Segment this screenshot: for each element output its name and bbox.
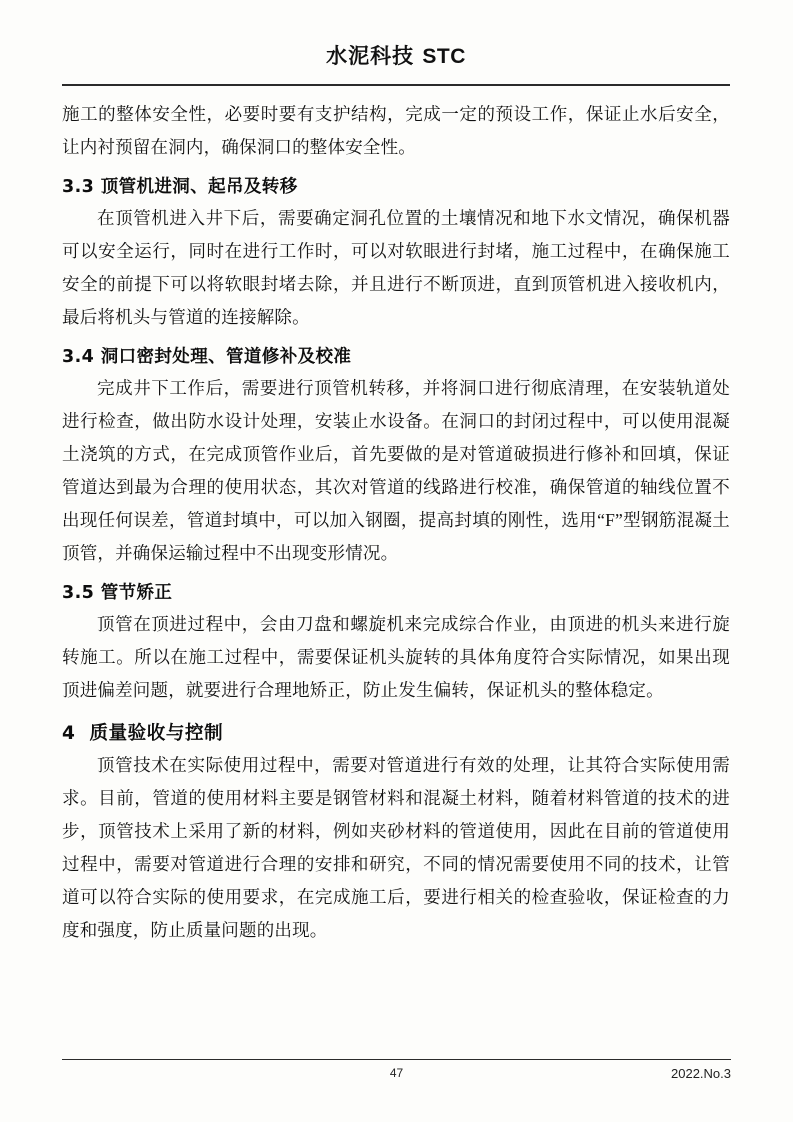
issue-info: 2022.No.3 — [671, 1066, 731, 1081]
page-number: 47 — [389, 1066, 404, 1080]
section-4-number: 4 — [62, 723, 76, 744]
section-heading-3-3: 3.3 顶管机进洞、起吊及转移 — [62, 177, 298, 197]
journal-header — [62, 40, 730, 74]
footer-row — [62, 1066, 731, 1086]
section-heading-3-4: 3.4 洞口密封处理、管道修补及校准 — [62, 347, 352, 367]
section-heading-4 — [62, 719, 730, 745]
section-3-5-paragraph: 顶管在顶进过程中，会由刀盘和螺旋机来完成综合作业，由顶进的机头来进行旋转施工。所以在施工过程中，需要保证机头旋转的具体角度符合实际情况，如果出现顶进偏差问题，就要进行合理地矫正，防止发生偏转，保证机头的整体稳定。 — [62, 614, 730, 700]
page-content — [62, 40, 730, 949]
page-footer — [62, 1059, 731, 1086]
journal-title-cn: 水泥科技 — [326, 43, 415, 68]
section-heading-3-5: 3.5 管节矫正 — [62, 583, 173, 603]
section-4-paragraph: 顶管技术在实际使用过程中，需要对管道进行有效的处理，让其符合实际使用需求。目前，管道的使用材料主要是钢管材料和混凝土材料，随着材料管道的技术的进步，顶管技术上采用了新的材料，例如夹砂材料的管道使用，因此在目前的管道使用过程中，需要对管道进行合理的安排和研究，不同的情况需要使用不同的技术，让管道可以符合实际的使用要求，在完成施工后，要进行相关的检查验收，保证检查的力度和强度，防止质量问题的出现。 — [62, 755, 730, 940]
journal-title-abbr: STC — [422, 45, 466, 68]
section-3-3-paragraph: 在顶管机进入井下后，需要确定洞孔位置的土壤情况和地下水文情况，确保机器可以安全运行，同时在进行工作时，可以对软眼进行封堵，施工过程中，在确保施工安全的前提下可以将软眼封堵去除，并且进行不断顶进，直到顶管机进入接收机内，最后将机头与管道的连接解除。 — [62, 208, 730, 327]
section-4-title: 质量验收与控制 — [89, 723, 224, 744]
paragraph-continued: 施工的整体安全性，必要时要有支护结构，完成一定的预设工作，保证止水后安全，让内衬预留在洞内，确保洞口的整体安全性。 — [62, 104, 730, 157]
section-3-4-paragraph: 完成井下工作后，需要进行顶管机转移，并将洞口进行彻底清理，在安装轨道处进行检查，做出防水设计处理，安装止水设备。在洞口的封闭过程中，可以使用混凝土浇筑的方式，在完成顶管作业后，首先要做的是对管道破损进行修补和回填，保证管道达到最为合理的使用状态，其次对管道的线路进行校准，确保管道的轴线位置不出现任何误差，管道封填中，可以加入钢圈，提高封填的刚性，选用“F”型钢筋混凝土顶管，并确保运输过程中不出现变形情况。 — [62, 378, 730, 563]
header-divider — [62, 84, 730, 86]
footer-divider — [62, 1059, 731, 1060]
